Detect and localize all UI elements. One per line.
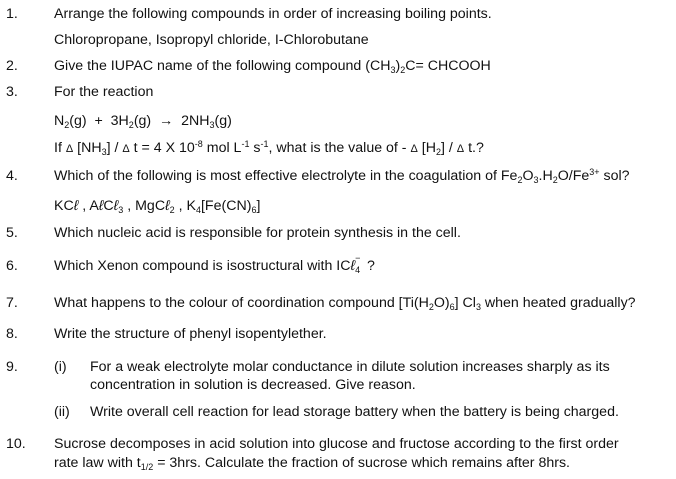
rate-part: , what is the value of - bbox=[268, 140, 411, 156]
rate-part: ] / bbox=[441, 140, 457, 156]
question-1-text: Arrange the following compounds in order of increasing boiling points. bbox=[54, 6, 492, 22]
question-10-line1: Sucrose decomposes in acid solution into glucose and fructose according to the first order bbox=[54, 436, 619, 452]
question-4-text bbox=[54, 168, 630, 184]
q4-part: sol? bbox=[599, 168, 630, 184]
question-6-text bbox=[54, 253, 375, 275]
reaction-sub: 2 bbox=[128, 120, 134, 130]
q7-part: O) bbox=[433, 295, 450, 311]
q4-part: O/Fe bbox=[557, 168, 590, 184]
rate-part: [H bbox=[417, 140, 436, 156]
q7-sub: 2 bbox=[428, 302, 434, 312]
question-2-text bbox=[54, 58, 491, 74]
opt-part: ] bbox=[256, 198, 261, 214]
opt-part: C bbox=[103, 198, 114, 214]
q7-sub: 3 bbox=[475, 302, 481, 312]
question-number-1: 1. bbox=[6, 6, 18, 22]
ell-symbol: ℓ bbox=[113, 198, 119, 214]
question-number-3: 3. bbox=[6, 84, 18, 100]
question-8-text: Write the structure of phenyl isopentylether. bbox=[54, 326, 327, 342]
rate-part: mol L bbox=[202, 140, 242, 156]
question-7-text bbox=[54, 295, 636, 311]
rate-part: If bbox=[54, 140, 66, 156]
ion-count: 4 bbox=[355, 265, 361, 275]
q7-sub: 6 bbox=[449, 302, 455, 312]
question-9-part-i-label: (i) bbox=[54, 359, 67, 375]
reaction-sub: 3 bbox=[209, 120, 215, 130]
rate-sup: -8 bbox=[194, 139, 203, 149]
question-number-9: 9. bbox=[6, 359, 18, 375]
q4-part: .H bbox=[538, 168, 553, 184]
question-4-options bbox=[54, 198, 260, 214]
q7-part: when heated gradually? bbox=[480, 295, 636, 311]
opt-sub: 3 bbox=[118, 205, 124, 215]
reaction-part: (g) bbox=[214, 113, 232, 129]
q2-sub: 2 bbox=[400, 65, 406, 75]
rate-sub: 2 bbox=[435, 147, 441, 157]
q6-part: Which Xenon compound is isostructural with IC bbox=[54, 258, 351, 274]
question-3-text: For the reaction bbox=[54, 84, 154, 100]
opt-part: , MgC bbox=[123, 198, 166, 214]
delta-symbol: Δ bbox=[410, 143, 418, 155]
question-5-text: Which nucleic acid is responsible for protein synthesis in the cell. bbox=[54, 225, 461, 241]
rate-part: t.? bbox=[464, 140, 484, 156]
opt-part: KC bbox=[54, 198, 74, 214]
q2-part: ) bbox=[395, 58, 401, 74]
rate-part: [NH bbox=[73, 140, 102, 156]
reaction-sub: 2 bbox=[64, 120, 70, 130]
q7-part: What happens to the colour of coordination compound [Ti(H bbox=[54, 295, 429, 311]
q4-sub: 3 bbox=[533, 175, 539, 185]
q4-sub: 2 bbox=[552, 175, 558, 185]
question-number-10: 10. bbox=[6, 436, 26, 452]
opt-sub: 4 bbox=[195, 205, 201, 215]
ell-symbol: ℓ bbox=[73, 198, 79, 214]
question-9-part-i-line2: concentration in solution is decreased. Give reason. bbox=[90, 377, 416, 393]
question-9-part-ii-line1: Write overall cell reaction for lead storage battery when the battery is being charged. bbox=[90, 404, 619, 420]
rate-part: s bbox=[249, 140, 261, 156]
opt-sub: 6 bbox=[251, 205, 257, 215]
q10-sub: 1/2 bbox=[140, 462, 154, 472]
question-10-line2 bbox=[54, 455, 570, 471]
rate-sup: -1 bbox=[260, 139, 269, 149]
question-3-rate bbox=[54, 140, 484, 156]
reaction-part: N bbox=[54, 113, 65, 129]
question-1-compounds: Chloropropane, Isopropyl chloride, I-Chlorobutane bbox=[54, 32, 369, 48]
opt-part: [Fe(CN) bbox=[200, 198, 252, 214]
rate-sub: 3 bbox=[101, 147, 107, 157]
delta-symbol: Δ bbox=[456, 143, 465, 155]
question-9-part-i-line1: For a weak electrolyte molar conductance in dilute solution increases sharply as its bbox=[90, 359, 610, 375]
q4-sup: 3+ bbox=[589, 167, 600, 177]
question-number-4: 4. bbox=[6, 168, 18, 184]
q4-part: O bbox=[522, 168, 534, 184]
ion-charge: − bbox=[355, 253, 361, 263]
ell-symbol: ℓ bbox=[98, 198, 104, 214]
question-number-5: 5. bbox=[6, 225, 18, 241]
q4-sub: 2 bbox=[517, 175, 523, 185]
rate-part: ] / bbox=[106, 140, 123, 156]
q7-part: ] Cl bbox=[454, 295, 476, 311]
reaction-part: (g) → 2NH bbox=[133, 113, 210, 129]
question-9-part-ii-label: (ii) bbox=[54, 404, 70, 420]
opt-sub: 2 bbox=[169, 205, 175, 215]
q10-part: rate law with t bbox=[54, 455, 141, 471]
delta-symbol: Δ bbox=[65, 143, 74, 155]
rate-part: t = 4 X 10 bbox=[129, 140, 195, 156]
opt-part: , A bbox=[78, 198, 99, 214]
delta-symbol: Δ bbox=[122, 143, 130, 155]
q2-part: C= CHCOOH bbox=[405, 58, 491, 74]
question-3-reaction bbox=[54, 113, 232, 129]
question-number-7: 7. bbox=[6, 295, 18, 311]
reaction-part: (g) + 3H bbox=[69, 113, 129, 129]
q2-sub: 3 bbox=[390, 65, 396, 75]
q2-part: Give the IUPAC name of the following compound (CH bbox=[54, 58, 391, 74]
q6-part: ? bbox=[363, 258, 375, 274]
question-number-2: 2. bbox=[6, 58, 18, 74]
opt-part: , K bbox=[174, 198, 196, 214]
q10-part: = 3hrs. Calculate the fraction of sucrose which remains after 8hrs. bbox=[153, 455, 571, 471]
ell-symbol: ℓ bbox=[165, 198, 170, 214]
question-number-6: 6. bbox=[6, 258, 18, 274]
ion-script bbox=[355, 253, 363, 275]
rate-sup: -1 bbox=[241, 139, 250, 149]
q4-part: Which of the following is most effective electrolyte in the coagulation of Fe bbox=[54, 168, 518, 184]
question-number-8: 8. bbox=[6, 326, 18, 342]
ell-symbol: ℓ bbox=[350, 258, 356, 274]
